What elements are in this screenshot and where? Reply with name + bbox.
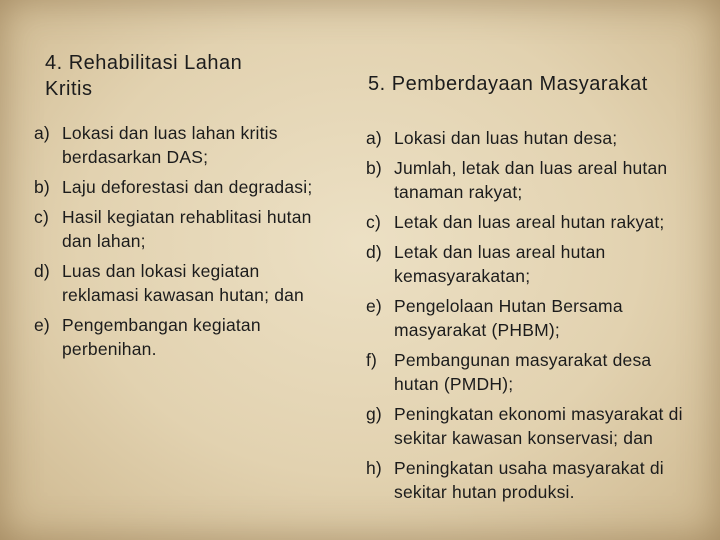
item-text: Lokasi dan luas hutan desa; [394, 128, 618, 148]
item-marker: h) [366, 458, 382, 478]
item-text: Letak dan luas areal hutan kemasyarakatan; [394, 242, 606, 286]
right-list [366, 126, 686, 510]
item-text: Peningkatan ekonomi masyarakat di sekitar kawasan konservasi; dan [394, 404, 683, 448]
list-item [366, 456, 686, 504]
item-marker: e) [34, 315, 50, 335]
item-text: Luas dan lokasi kegiatan reklamasi kawasan hutan; dan [62, 261, 304, 305]
item-text: Pembangunan masyarakat desa hutan (PMDH); [394, 350, 652, 394]
item-text: Pengembangan kegiatan perbenihan. [62, 315, 261, 359]
item-text: Laju deforestasi dan degradasi; [62, 177, 313, 197]
item-marker: d) [34, 261, 50, 281]
item-marker: g) [366, 404, 382, 424]
item-marker: f) [366, 350, 378, 370]
item-marker: b) [34, 177, 50, 197]
list-item [366, 348, 686, 396]
item-marker: c) [366, 212, 381, 232]
item-marker: b) [366, 158, 382, 178]
item-text: Pengelolaan Hutan Bersama masyarakat (PHBM); [394, 296, 623, 340]
list-item [34, 259, 324, 307]
list-item [34, 313, 324, 361]
item-text: Letak dan luas areal hutan rakyat; [394, 212, 665, 232]
list-item [366, 240, 686, 288]
list-item [34, 121, 324, 169]
list-item [366, 126, 686, 150]
list-item [366, 156, 686, 204]
item-text: Lokasi dan luas lahan kritis berdasarkan DAS; [62, 123, 278, 167]
right-heading: 5. Pemberdayaan Masyarakat [368, 73, 648, 95]
item-marker: a) [366, 128, 382, 148]
left-list [34, 121, 324, 367]
item-marker: e) [366, 296, 382, 316]
item-marker: d) [366, 242, 382, 262]
list-item [366, 402, 686, 450]
list-item [366, 210, 686, 234]
item-text: Jumlah, letak dan luas areal hutan tanaman rakyat; [394, 158, 668, 202]
item-marker: a) [34, 123, 50, 143]
list-item [34, 205, 324, 253]
list-item [34, 175, 324, 199]
item-text: Peningkatan usaha masyarakat di sekitar hutan produksi. [394, 458, 664, 502]
list-item [366, 294, 686, 342]
left-heading: 4. Rehabilitasi Lahan Kritis [45, 52, 243, 100]
item-text: Hasil kegiatan rehablitasi hutan dan lahan; [62, 207, 312, 251]
item-marker: c) [34, 207, 49, 227]
